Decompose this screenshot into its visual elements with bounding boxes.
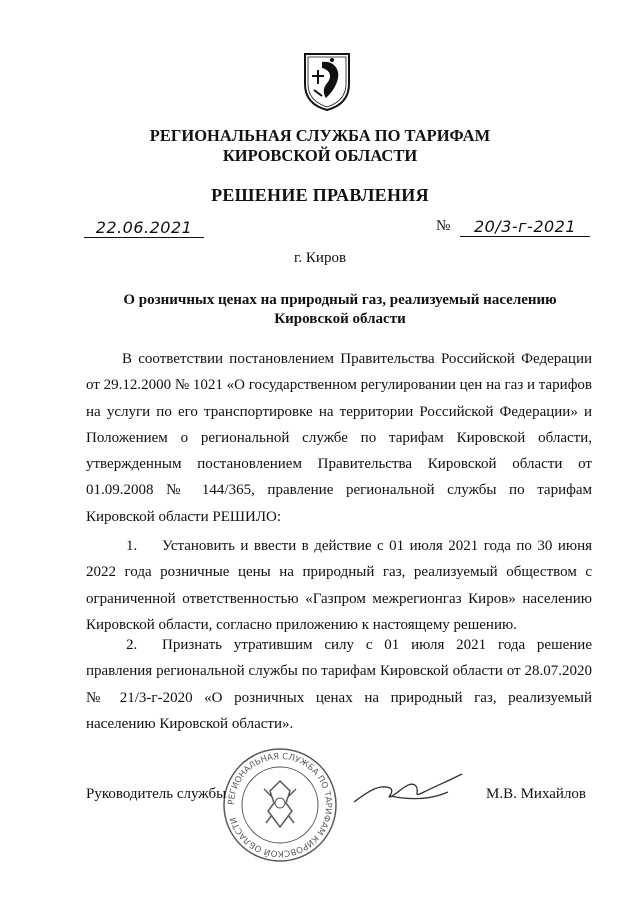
official-round-stamp-icon [220, 745, 340, 865]
document-number: 20/3-г-2021 [460, 217, 590, 237]
decision-item-2 [86, 632, 592, 737]
organization-name-line2: КИРОВСКОЙ ОБЛАСТИ [222, 146, 418, 165]
document-title: РЕШЕНИЕ ПРАВЛЕНИЯ [211, 185, 429, 205]
item-text: Признать утратившим силу с 01 июля 2021 года решение правления региональной службы по тарифам Кировской области от 28.07.2020 № 21/3-г-2020 «О розничных ценах на природный газ, реализуемый населению Кировской области». [86, 637, 592, 732]
decision-item-1 [86, 533, 592, 638]
organization-name-line1: РЕГИОНАЛЬНАЯ СЛУЖБА ПО ТАРИФАМ [149, 126, 491, 145]
number-label: № [436, 218, 451, 234]
item-number: 1. [126, 538, 138, 554]
item-text: Установить и ввести в действие с 01 июля 2021 года по 30 июня 2022 года розничные цены на природный газ, реализуемый обществом с ограниченной ответственностью «Газпром межрегионгаз Киров» населению Кировской области, согласно приложению к настоящему решению. [86, 538, 592, 633]
document-date: 22.06.2021 [84, 218, 204, 238]
kirov-coat-of-arms-icon [302, 50, 352, 112]
signatory-name: М.В. Михайлов [486, 786, 587, 802]
item-number: 2. [126, 637, 138, 653]
city: г. Киров [293, 250, 347, 266]
signatory-position: Руководитель службы [86, 786, 227, 802]
preamble-paragraph: В соответствии постановлением Правительства Российской Федерации от 29.12.2000 № 1021 «О государственном регулировании цен на газ и тарифов на услуги по его транспортировке на территории Российской Федерации» и Положением о региональной службе по тарифам Кировской области, утвержденным постановлением Правительства Кировской области от 01.09.2008 № 144/365, правление региональной службы по тарифам Кировской области РЕШИЛО: [86, 351, 593, 525]
stamp-text: РЕГИОНАЛЬНАЯ СЛУЖБА ПО ТАРИФАМ КИРОВСКОЙ ОБЛАСТИ [226, 751, 334, 859]
subject-line1: О розничных ценах на природный газ, реализуемый населению [123, 292, 557, 308]
handwritten-signature-icon [350, 770, 470, 810]
subject-line2: Кировской области [274, 311, 406, 327]
